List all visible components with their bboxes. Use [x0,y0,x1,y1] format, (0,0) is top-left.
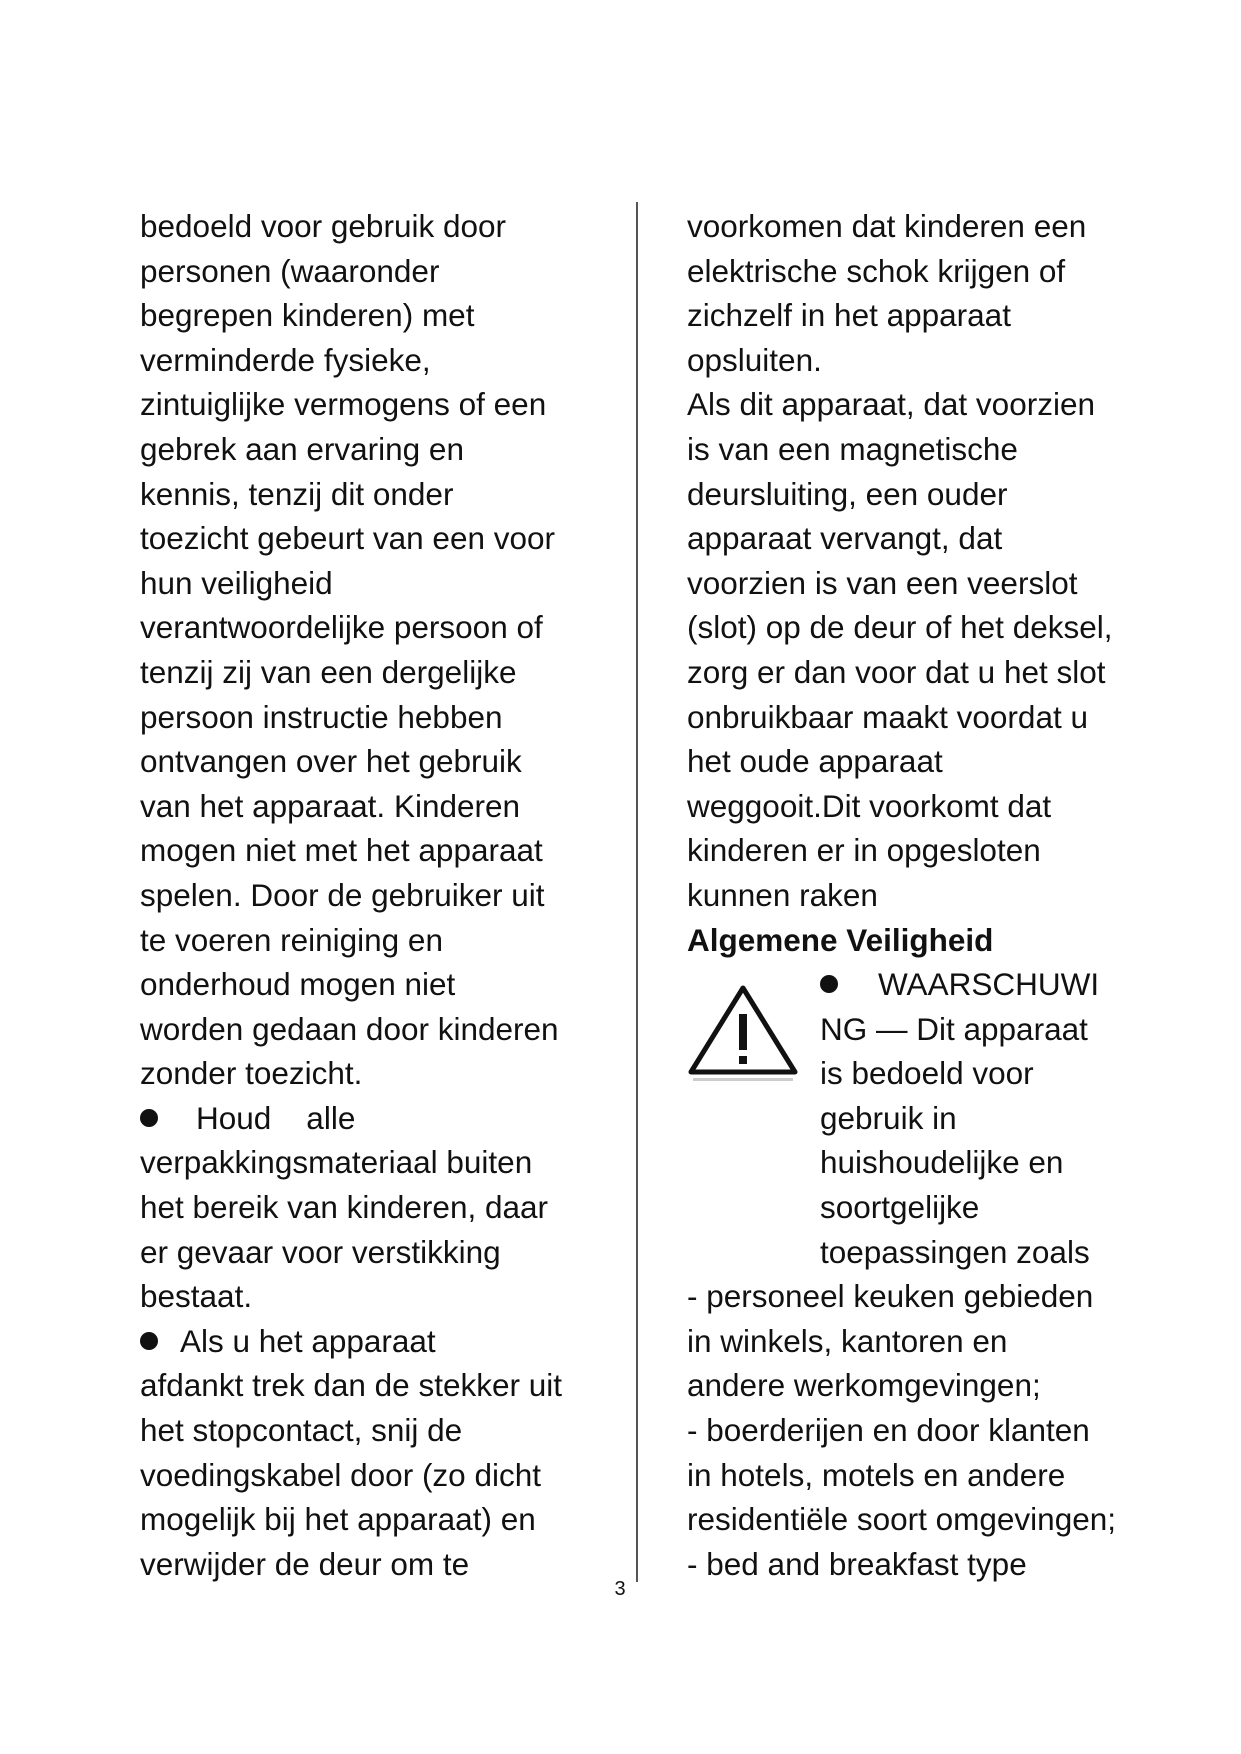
text-line: persoon instructie hebben [140,698,503,735]
text-line: elektrische schok krijgen of [687,252,1066,289]
warning-triangle-icon [687,982,799,1082]
text-line: (slot) op de deur of het deksel, [687,609,1113,646]
column-divider [636,202,638,1582]
text-line: er gevaar voor verstikking [140,1233,501,1270]
text-line: verwijder de deur om te [140,1545,470,1582]
text-line: is van een magnetische [687,430,1018,467]
text-line: te voeren reiniging en [140,921,443,958]
text-line: toezicht gebeurt van een voor [140,520,556,557]
text-line: voorzien is van een veerslot [687,564,1078,601]
text-line: Als dit apparaat, dat voorzien [687,386,1095,423]
text-line: worden gedaan door kinderen [140,1010,559,1047]
text-line: weggooit.Dit voorkomt dat [687,787,1052,824]
warning-block [687,962,1157,1274]
text-line: NG — Dit apparaat [820,1010,1088,1047]
text-line: voedingskabel door (zo dicht [140,1456,541,1493]
text-line: begrepen kinderen) met [140,297,475,334]
text-line: - boerderijen en door klanten [687,1412,1090,1449]
text-line: - personeel keuken gebieden [687,1278,1094,1315]
text-line: voorkomen dat kinderen een [687,208,1087,244]
text-line: in hotels, motels en andere [687,1456,1066,1493]
text-line: onderhoud mogen niet [140,966,456,1003]
text-line: zintuiglijke vermogens of een [140,386,547,423]
bullet-item-2-first-line: Als u het apparaat [140,1319,600,1364]
bullet-item-1-rest [140,1140,600,1318]
bullet-dot-icon [140,1109,158,1127]
text-line: ontvangen over het gebruik [140,743,522,780]
text-line: - bed and breakfast type [687,1545,1027,1582]
text-line: het oude apparaat [687,743,943,780]
right-paragraph-1 [687,204,1157,918]
text-line: soortgelijke [820,1189,980,1226]
text-line: van het apparaat. Kinderen [140,787,521,824]
text-line: kinderen er in opgesloten [687,832,1041,869]
text-line: verantwoordelijke persoon of [140,609,543,646]
text-line: onbruikbaar maakt voordat u [687,698,1088,735]
text-line: personen (waaronder [140,252,440,289]
left-paragraph-1 [140,204,600,1096]
text-line: toepassingen zoals [820,1233,1090,1270]
text-line: kennis, tenzij dit onder [140,475,454,512]
left-column [140,204,600,1586]
text-line: mogen niet met het apparaat [140,832,543,869]
text-line: gebruik in [820,1099,957,1136]
bullet-item-2-rest [140,1363,600,1586]
text-line: is bedoeld voor [820,1055,1034,1092]
text-line: het stopcontact, snij de [140,1412,463,1449]
text-line: huishoudelijke en [820,1144,1064,1181]
usage-list [687,1274,1157,1586]
bullet-item-1-first-line: Houd alle [140,1096,600,1141]
text-line: het bereik van kinderen, daar [140,1189,549,1226]
text-line: zorg er dan voor dat u het slot [687,653,1106,690]
text-line: zichzelf in het apparaat [687,297,1011,334]
text-line: spelen. Door de gebruiker uit [140,876,545,913]
text-line: gebrek aan ervaring en [140,430,464,467]
text-line: tenzij zij van een dergelijke [140,653,517,690]
text-line: zonder toezicht. [140,1055,363,1092]
text-line: afdankt trek dan de stekker uit [140,1367,562,1404]
text-line: in winkels, kantoren en [687,1322,1008,1359]
text-line: kunnen raken [687,876,878,913]
text-line: deursluiting, een ouder [687,475,1008,512]
text-line: opsluiten. [687,341,822,378]
warning-text [820,962,1099,1274]
right-column [687,204,1157,1586]
text-line: apparaat vervangt, dat [687,520,1003,557]
text-line: bedoeld voor gebruik door [140,208,507,244]
text-line: andere werkomgevingen; [687,1367,1041,1404]
text-line: verminderde fysieke, [140,341,431,378]
section-heading: Algemene Veiligheid [687,921,994,958]
text-line: mogelijk bij het apparaat) en [140,1501,536,1538]
bullet-dot-icon [140,1332,158,1350]
text-line: bestaat. [140,1278,253,1315]
warning-rest [820,1007,1099,1275]
warning-first-line: WAARSCHUWI [820,962,1099,1007]
bullet-dot-icon [820,975,838,993]
text-line: hun veiligheid [140,564,333,601]
text-line: verpakkingsmateriaal buiten [140,1144,533,1181]
page-number: 3 [614,1578,626,1600]
text-line: residentiële soort omgevingen; [687,1501,1117,1538]
